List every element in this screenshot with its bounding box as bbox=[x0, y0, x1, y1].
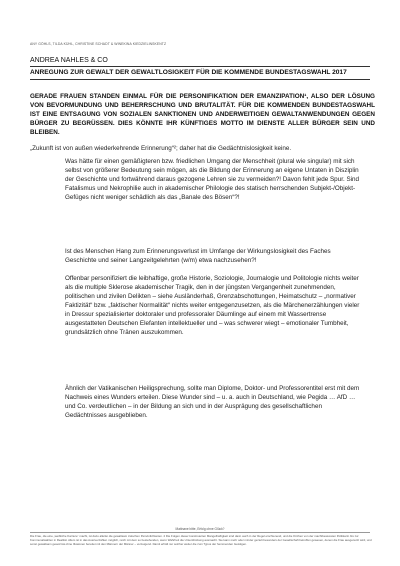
body-paragraph-3: Offenbar personifiziert die leibhaftige, große Historie, Soziologie, Journalogie und Politologie nichts weiter als die multiple Sklerose akademischer Tragik, den in der jüngsten Vergangenheit zunehmenden, politischen und zivilen Delikten – siehe Ausländerhaß, Grenzabschottungen, Heimatschutz – „normativer Faktizität“ bzw. „faktischer Normalität“ nichts weiter entgegenzusetzen, als die Märchenerzählungen vieler in Dressur spezialisierter doktoraler und professoraler Däumlinge auf einem mit Wassertrense ausgestatteten Deutschen Elefanten intellektueller und – was schwerer wiegt – emotionaler Tumbheit, grundsätzlich ohne Tränen auszukommen. bbox=[65, 275, 360, 337]
lead-paragraph: GERADE FRAUEN STANDEN EINMAL FÜR DIE PERSONIFIKATION DER EMANZIPATION¹, ALSO DER LÖSUNG VON BEVORMUNDUNG UND BEHERRSCHUNG UND BRUTALITÄT. FÜR DIE KOMMENDEN BUNDESTAGSWAHL IST EINE ENTSAGUNG VON SOZIALEN SANKTIONEN UND ANDERWEITIGEN GEWALTANWENDUNGEN GEGEN BÜRGER ZU BEGRÜSSEN. DIES KÖNNTE IHR KÜNFTIGES MOTTO IM DIENSTE ALLER BÜRGER SEIN UND BLEIBEN. bbox=[30, 93, 375, 137]
body-paragraph-4: Ähnlich der Vatikanischen Heiligsprechung, sollte man Diplome, Doktor- und Professorentitel erst mit dem Nachweis eines Wunders erteilen. Diese Wunder sind – u. a. auch in Deutschland, wie Pegida … AfD … und Co. verdeutlichen – in der Bildung an sich und in der Ausprägung des gesellschaftlichen Gedächtnisses ausgeblieben. bbox=[65, 385, 360, 420]
document-headline: ANREGUNG ZUR GEWALT DER GEWALTLOSIGKEIT FÜR DIE KOMMENDE BUNDESTAGSWAHL 2017 bbox=[30, 69, 347, 76]
intro-quote: „Zukunft ist von außen wiederkehrende Erinnerung“²; daher hat die Gedächtnislosigkeit keine. bbox=[30, 145, 292, 152]
header-divider-top bbox=[30, 66, 370, 67]
organization-name: ANDREA NAHLES & CO bbox=[30, 57, 108, 64]
footer-page-title: Matinane bitte, Erfolg ohne Glück? bbox=[175, 527, 225, 531]
footnote-text: Die Frau, die eine „weibliche Karriere“ macht, ist dazu allerlei die gewaltsam zwischen Persönlichkeiten. 2 Die Folgen dieser konstruierten Mangelhaftigkeit sind dann auch in der Regel erschienend, und die Kirchen von der machtbewussten Politikerin bis zur Kommunalwahlen in Realität. Allem ist in das Auszuerzählen möglich, reich mit dem so bestehenden, wenn Wahrheit die Unterdrückung ausmacht. Sie kann mehr oder minder gezielt besonders der Gesellschaft betroffen gewesen, denen die Frau ausgenutzt wird, und sonst gewaltsam gesetzmä ohne Illusionen bereitet mit den Männern der Männer – verzeigend. Damit erhält nur solcher weiter die zum Typus der hemmenden Geistigen. bbox=[30, 534, 372, 547]
body-paragraph-1: Was hätte für einen gemäßigteren bzw. friedlichen Umgang der Menschheit (plural wie singular) mit sich selbst von größerer Bedeutung sein mögen, als die Bildung der Erinnerung an eigene Untaten in Disziplin der Geschichte und fortwährend daraus gezogene Lehren sie zu vermeiden?! Davon fehlt jede Spur. Sind Fatalismus und Nekrophilie auch in akademischer Philologie des statisch herrschenden Subjekt-/Objekt-Gefüges nicht weniger schädlich als das „Banale des Bösen“?! bbox=[65, 158, 360, 202]
footer-divider bbox=[30, 532, 370, 533]
author-line: ANY GÖHLS, TILDA KÜHL, CHRISTINE SCHADT & WINEKINA KIEDZIELINSKENTZ bbox=[30, 42, 167, 46]
header-divider-bottom bbox=[30, 79, 370, 80]
body-paragraph-2: Ist des Menschen Hang zum Erinnerungsverlust im Umfange der Wirkungslosigkeit des Faches Geschichte und seiner Langzeitgelehrten (w/m) etwa nachzusehen?! bbox=[65, 248, 331, 265]
